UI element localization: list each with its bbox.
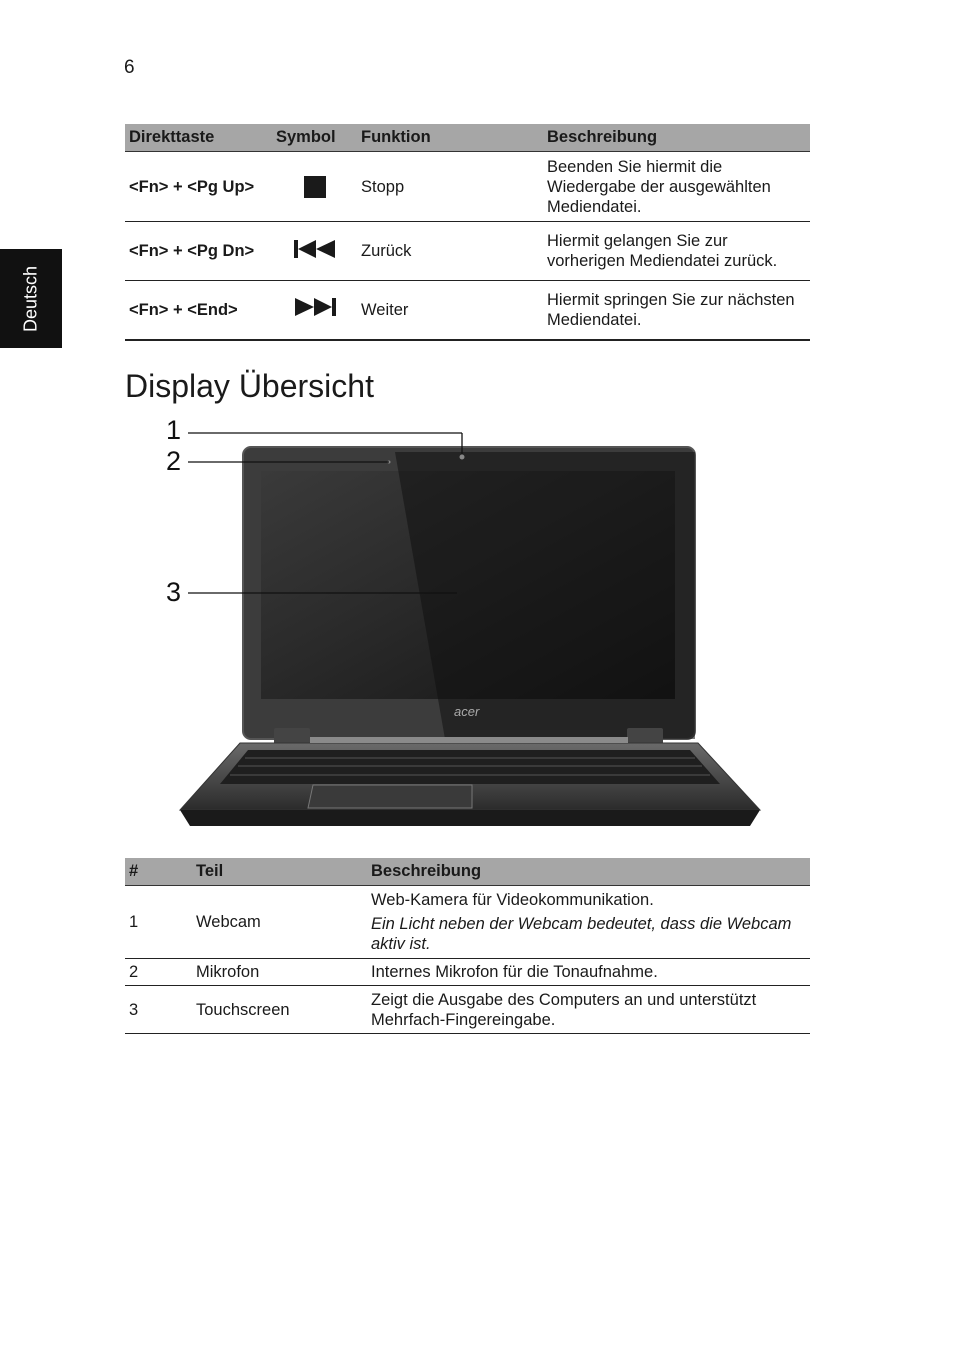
part-description: Web-Kamera für Videokommunikation. — [371, 891, 654, 909]
table-row — [125, 152, 810, 222]
part-name: Touchscreen — [192, 986, 367, 1034]
laptop-illustration — [160, 410, 780, 840]
laptop-display-figure — [160, 410, 780, 840]
hotkeys-table — [125, 124, 810, 341]
description-cell: Hiermit gelangen Sie zur vorherigen Mediendatei zurück. — [543, 222, 810, 281]
header-hotkey: Direkttaste — [125, 124, 272, 152]
table-row — [125, 986, 810, 1034]
header-number: # — [125, 858, 192, 886]
next-track-icon — [293, 296, 337, 318]
table-header-row — [125, 124, 810, 152]
table-row — [125, 222, 810, 281]
previous-track-icon — [293, 238, 337, 260]
description-cell: Beenden Sie hiermit die Wiedergabe der ausgewählten Mediendatei. — [543, 152, 810, 222]
table-header-row — [125, 858, 810, 886]
acer-logo: acer — [454, 704, 480, 719]
language-side-tab — [0, 249, 62, 348]
part-name: Mikrofon — [192, 959, 367, 986]
section-title: Display Übersicht — [125, 368, 374, 404]
callout-1: 1 — [166, 415, 182, 445]
hotkey-cell: <Fn> + <Pg Up> — [125, 152, 272, 222]
header-symbol: Symbol — [272, 124, 357, 152]
stop-icon — [304, 176, 326, 198]
table-row — [125, 959, 810, 986]
hotkey-cell: <Fn> + <End> — [125, 281, 272, 340]
header-description: Beschreibung — [367, 858, 810, 886]
part-number: 3 — [125, 986, 192, 1034]
header-function: Funktion — [357, 124, 543, 152]
table-row — [125, 281, 810, 340]
description-cell: Hiermit springen Sie zur nächsten Mediendatei. — [543, 281, 810, 340]
function-cell: Weiter — [357, 281, 543, 340]
part-number: 2 — [125, 959, 192, 986]
function-cell: Stopp — [357, 152, 543, 222]
part-name: Webcam — [192, 886, 367, 959]
callout-2: 2 — [166, 446, 182, 476]
callout-3: 3 — [166, 577, 182, 607]
table-row — [125, 886, 810, 959]
part-number: 1 — [125, 886, 192, 959]
side-tab-label: Deutsch — [20, 265, 41, 333]
header-part: Teil — [192, 858, 367, 886]
part-description: Zeigt die Ausgabe des Computers an und unterstützt Mehrfach-Fingereingabe. — [367, 986, 810, 1034]
part-note: Ein Licht neben der Webcam bedeutet, dass die Webcam aktiv ist. — [371, 915, 792, 953]
header-description: Beschreibung — [543, 124, 810, 152]
part-description: Internes Mikrofon für die Tonaufnahme. — [367, 959, 810, 986]
page-number: 6 — [124, 57, 135, 78]
hotkey-cell: <Fn> + <Pg Dn> — [125, 222, 272, 281]
parts-table — [125, 858, 810, 1034]
function-cell: Zurück — [357, 222, 543, 281]
